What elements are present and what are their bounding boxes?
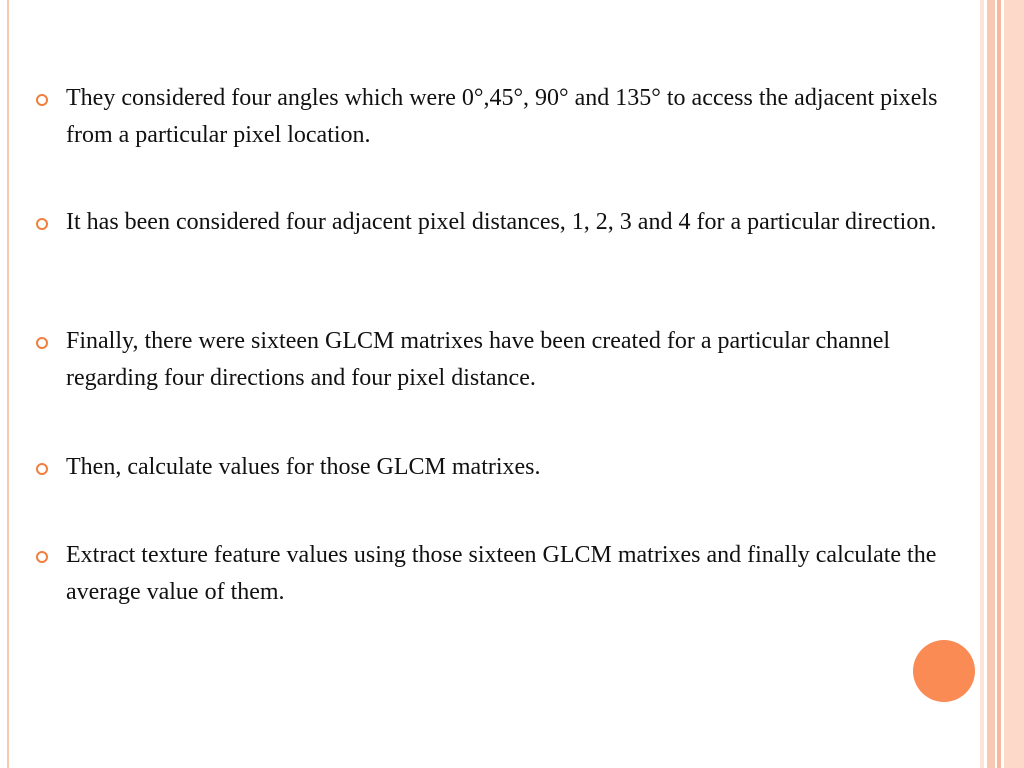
bullet-text: Finally, there were sixteen GLCM matrixes have been created for a particular channel regarding four directions and four pixel distance.: [66, 328, 891, 391]
ring-bullet-icon: [36, 551, 48, 563]
stripe: [1004, 0, 1024, 768]
decorative-circle-icon: [913, 640, 975, 702]
bullet-text: They considered four angles which were 0°,45°, 90° and 135° to access the adjacent pixels from a particular pixel location.: [66, 85, 938, 148]
ring-bullet-icon: [36, 218, 48, 230]
right-decorative-stripes: [980, 0, 1024, 768]
ring-bullet-icon: [36, 463, 48, 475]
bullet-text: Extract texture feature values using those sixteen GLCM matrixes and finally calculate the average value of them.: [66, 542, 937, 605]
bullet-text: It has been considered four adjacent pixel distances, 1, 2, 3 and 4 for a particular direction.: [66, 209, 937, 235]
ring-bullet-icon: [36, 337, 48, 349]
bullet-text: Then, calculate values for those GLCM matrixes.: [66, 454, 541, 480]
ring-bullet-icon: [36, 94, 48, 106]
stripe: [987, 0, 995, 768]
